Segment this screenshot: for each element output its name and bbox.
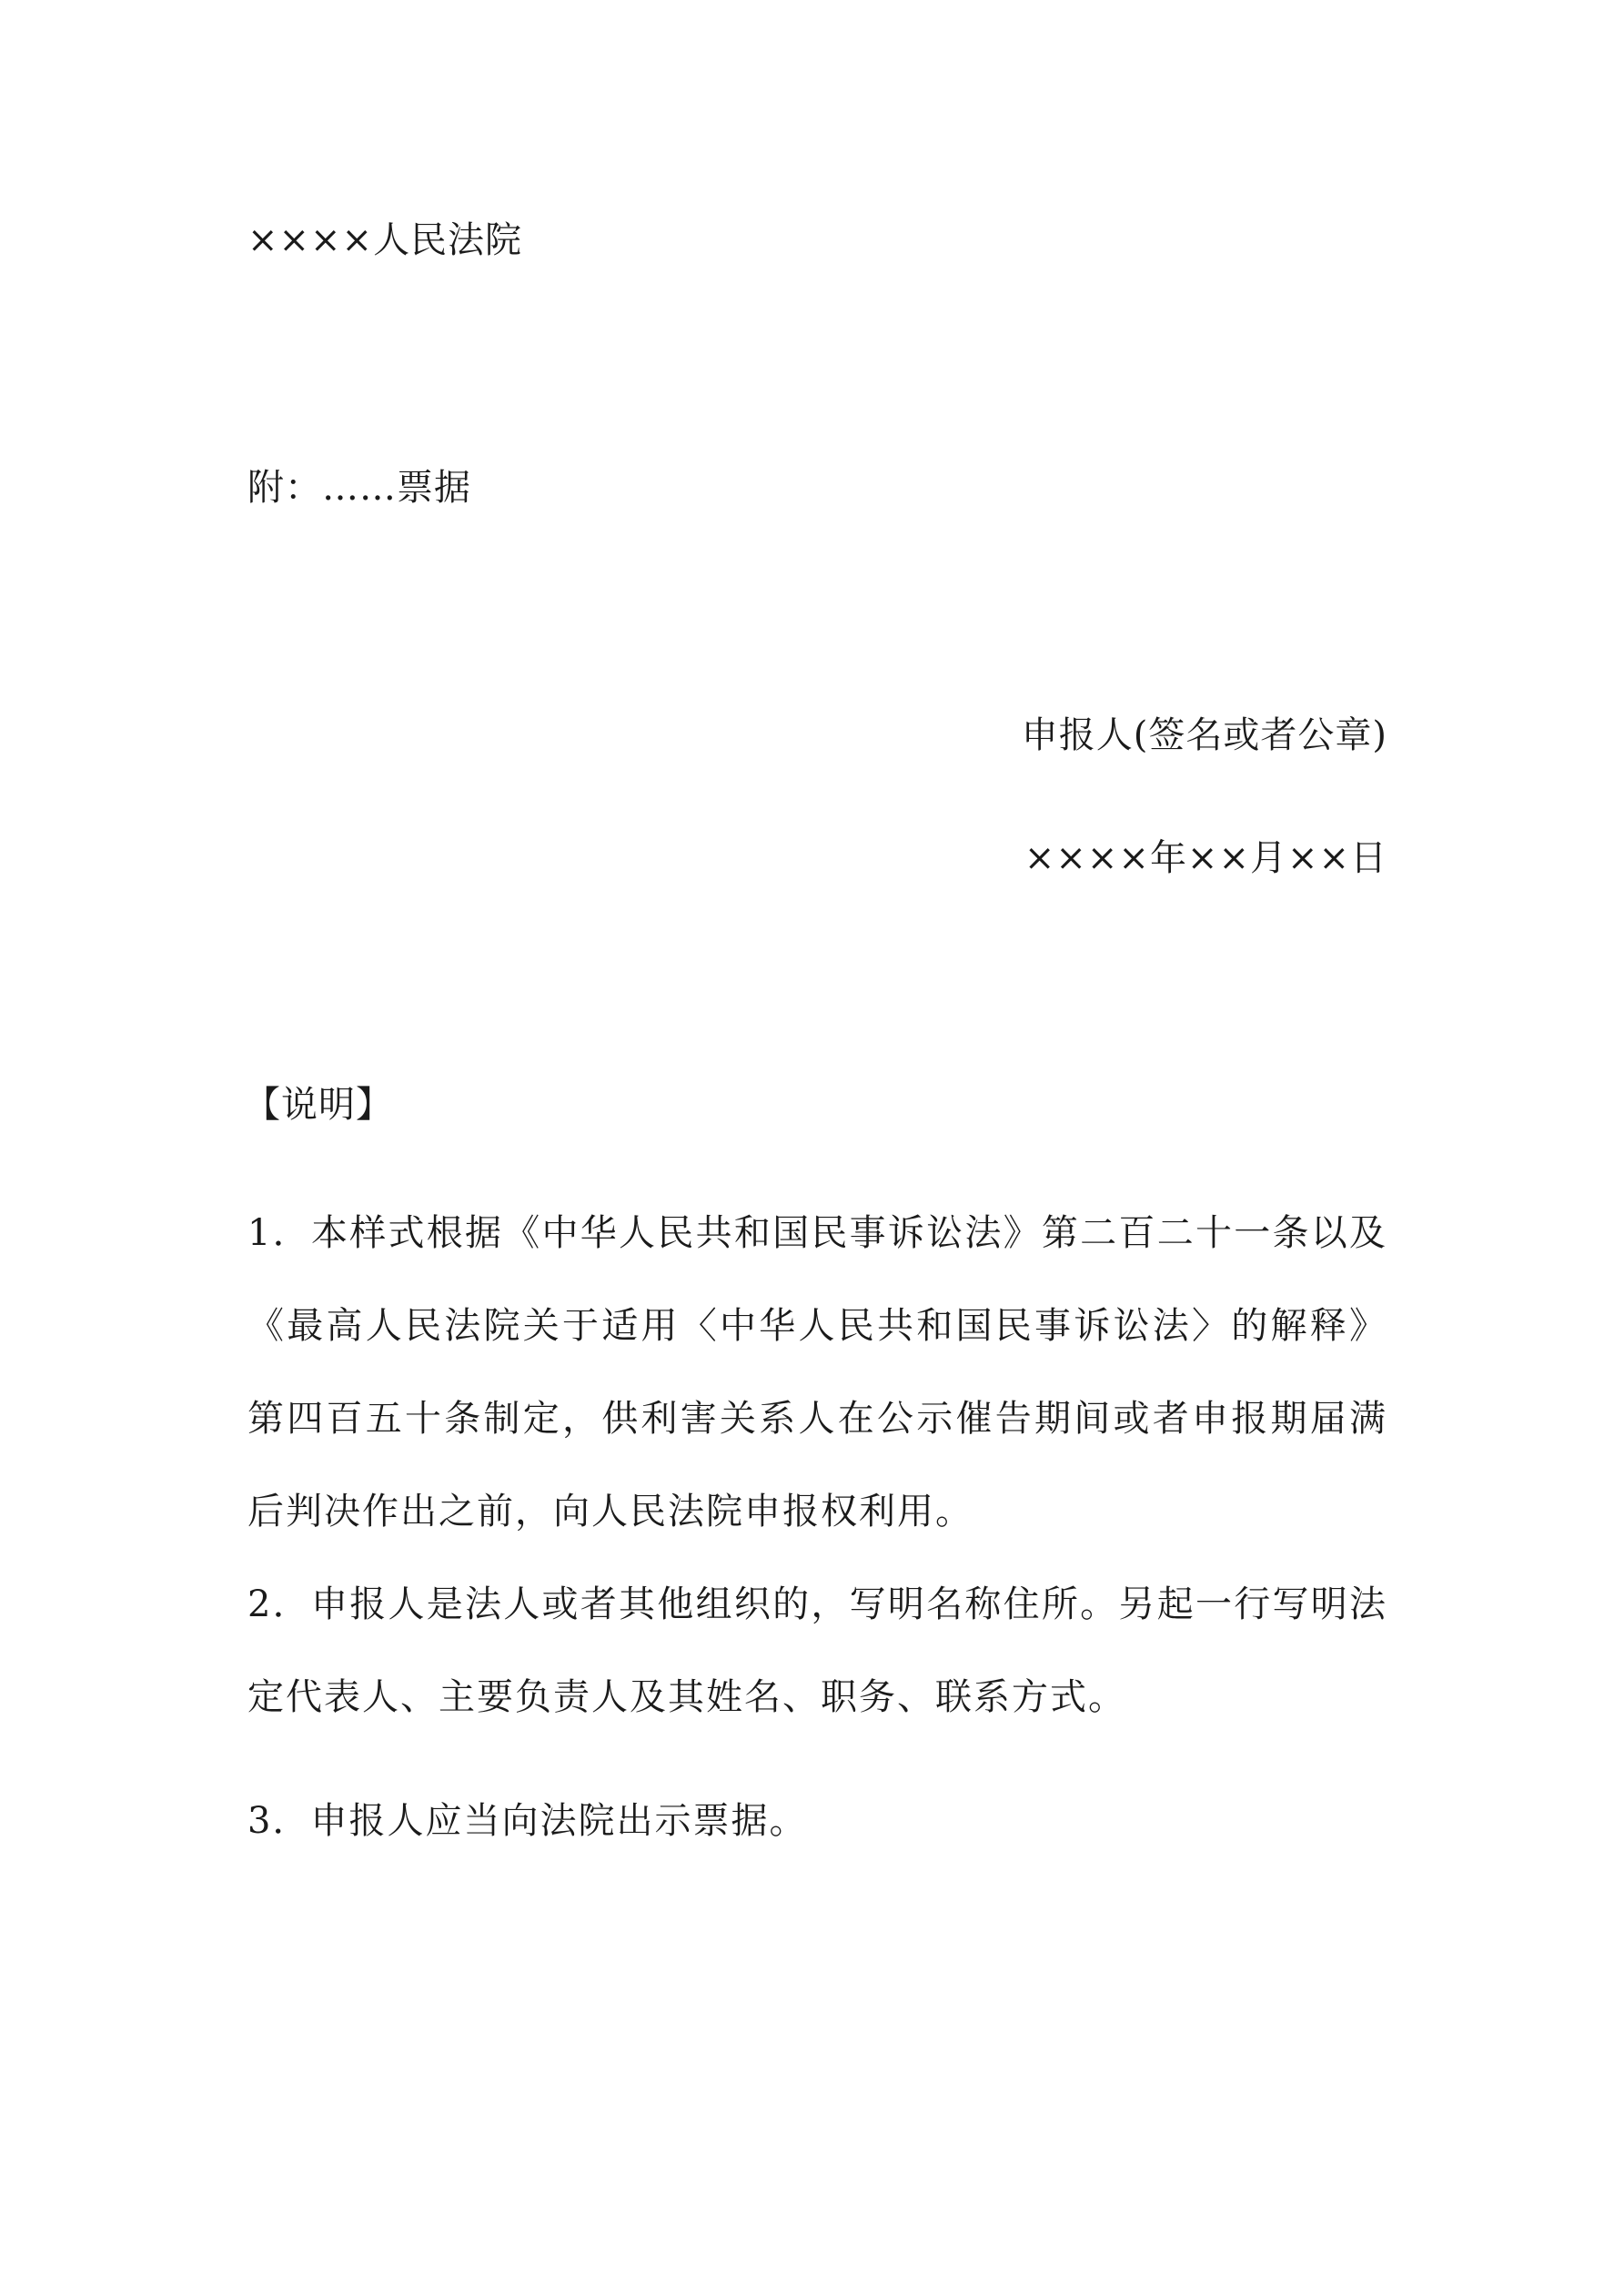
note-item-3: 3．申报人应当向法院出示票据。 xyxy=(247,1800,808,1842)
date-line: ××××年××月××日 xyxy=(1024,837,1387,879)
court-name: ××××人民法院 xyxy=(247,219,523,261)
attachment-line: 附：……票据 xyxy=(247,467,471,509)
note-item-1: 1．本样式根据《中华人民共和国民事诉讼法》第二百二十一条以及《最高人民法院关于适用〈中华人民共和国民事诉讼法〉的解释》第四百五十条制定，供利害关系人在公示催告期间或者申报期届满后判决作出之前，向人民法院申报权利用。 xyxy=(247,1212,1387,1532)
signature-line: 申报人(签名或者公章) xyxy=(1021,714,1387,756)
note-item-2: 2．申报人是法人或者其他组织的，写明名称住所。另起一行写明法定代表人、主要负责人及其姓名、职务、联系方式。 xyxy=(247,1583,1387,1718)
notes-heading: 【说明】 xyxy=(244,1084,393,1126)
